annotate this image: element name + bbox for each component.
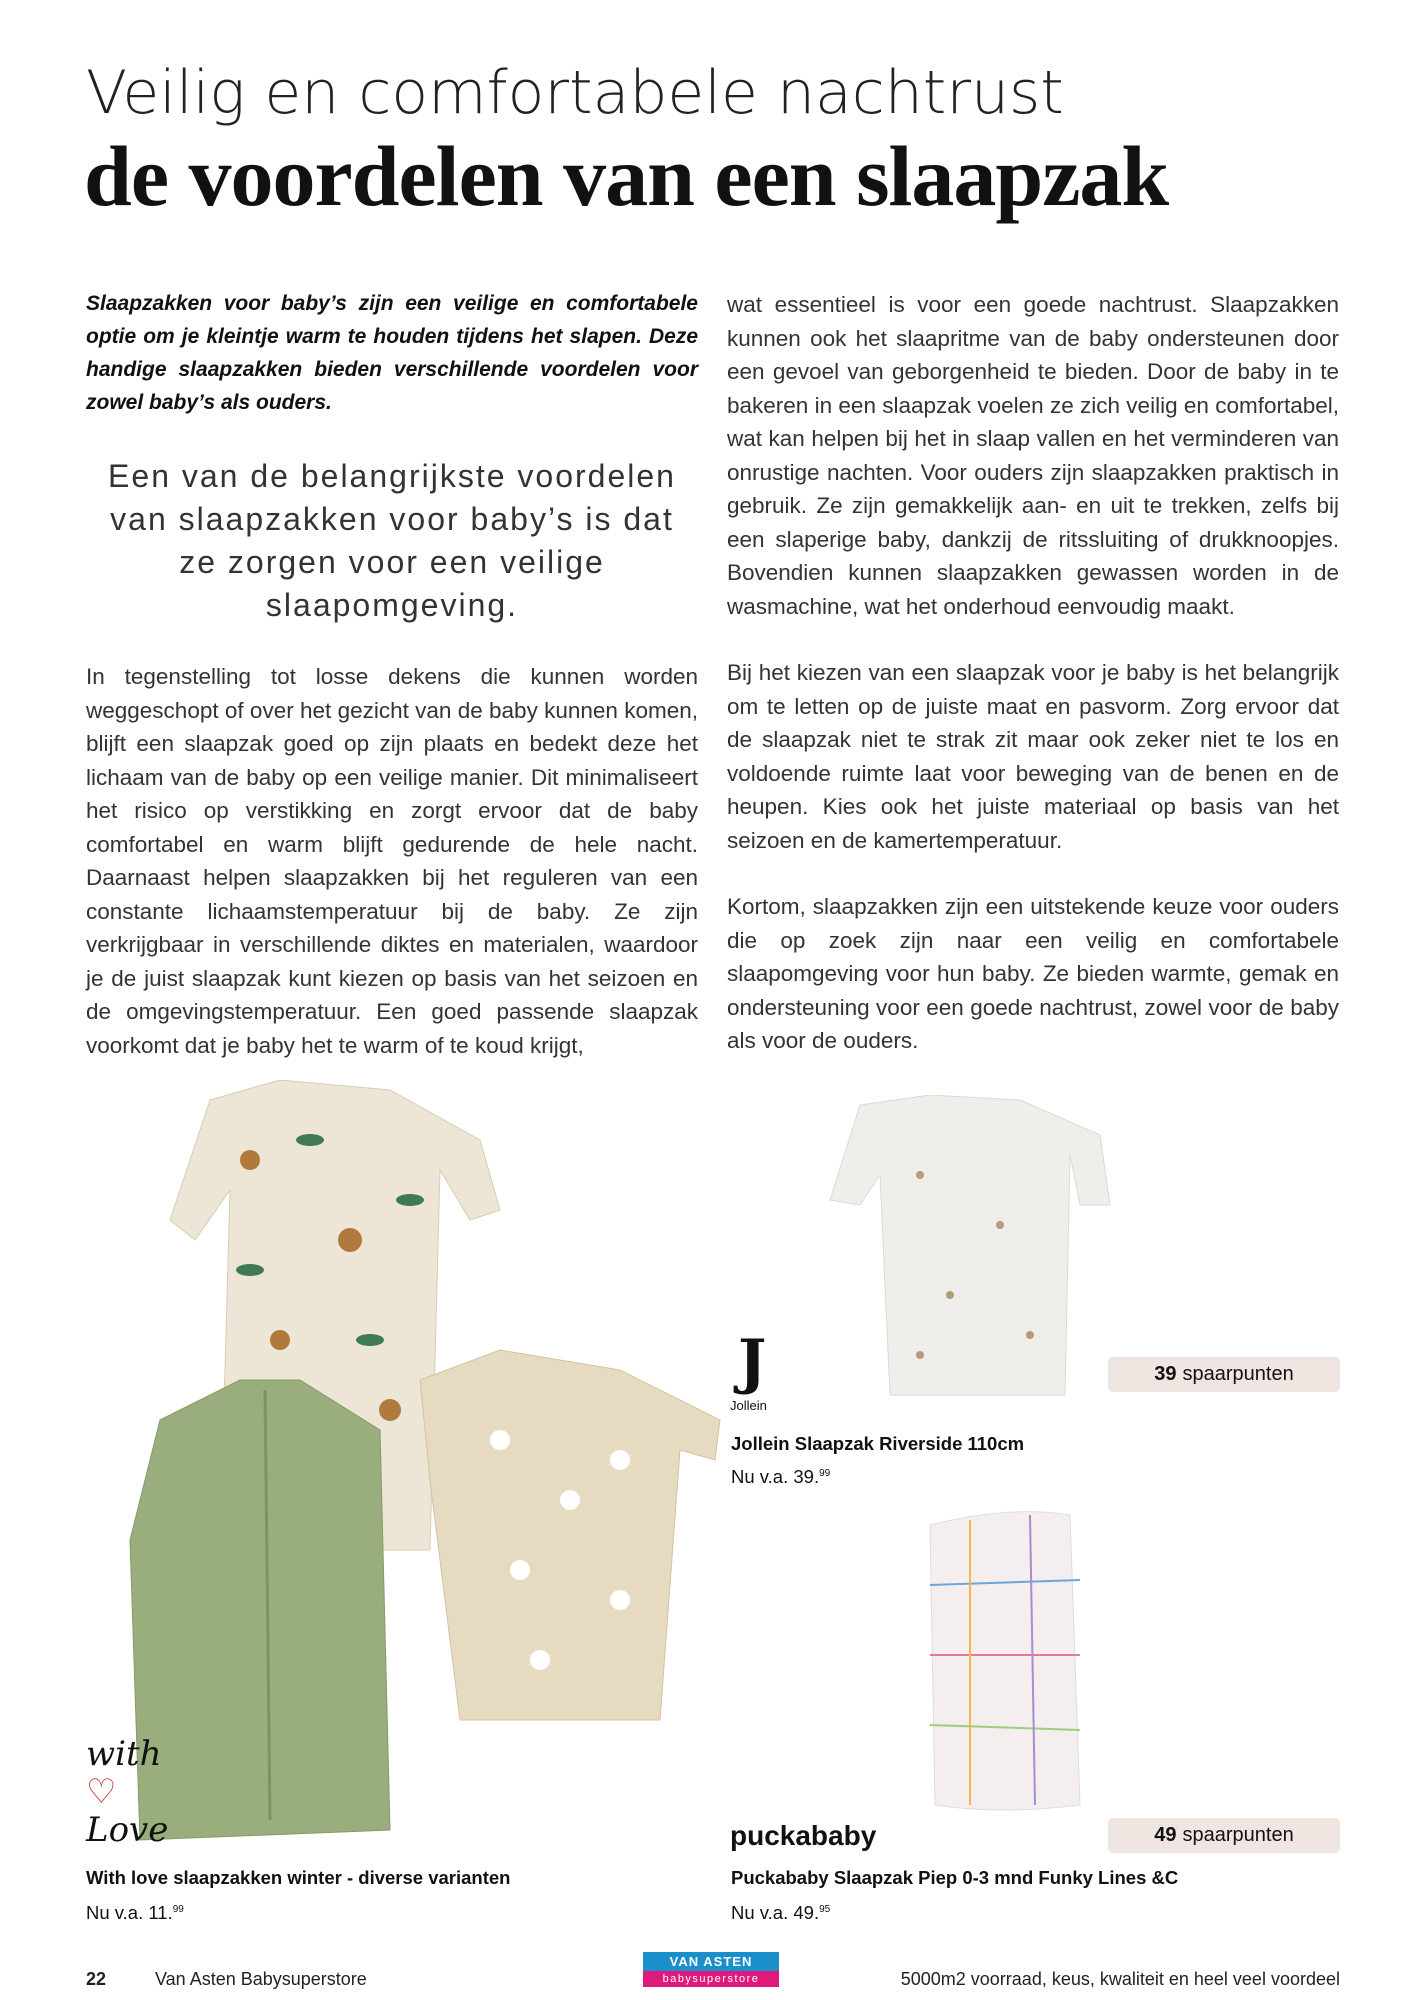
puckababy-sleepbag-image	[910, 1505, 1110, 1815]
product-name-with-love: With love slaapzakken winter - diverse varianten	[86, 1867, 511, 1888]
logo-top: VAN ASTEN	[643, 1952, 779, 1971]
jollein-sleepbag-image	[820, 1095, 1120, 1405]
price-main: Nu v.a. 11.	[86, 1902, 173, 1924]
left-column	[86, 287, 698, 1062]
page-title: de voordelen van een slaapzak	[84, 128, 1169, 224]
puckababy-logo: puckababy	[730, 1820, 877, 1851]
price-cents: 99	[172, 1904, 184, 1915]
page-number: 22	[86, 1969, 107, 1989]
points-value: 39	[1154, 1363, 1177, 1385]
product-price-with-love	[86, 1898, 184, 1925]
product-price-puckababy	[731, 1898, 830, 1925]
points-label: spaarpunten	[1182, 1363, 1294, 1385]
footer-store-name: Van Asten Babysuperstore	[155, 1969, 367, 1989]
pull-quote: Een van de belangrijkste voordelen van slaapzakken voor baby’s is dat ze zorgen voor een veilige slaapomgeving.	[108, 458, 676, 623]
price-cents: 99	[819, 1468, 831, 1479]
points-badge-puckababy	[1108, 1818, 1340, 1853]
points-value: 49	[1154, 1824, 1177, 1846]
points-badge-jollein	[1108, 1357, 1340, 1392]
body-right-2: Bij het kiezen van een slaapzak voor je baby is het belangrijk om te letten op de juiste maat en pasvorm. Zorg ervoor dat de slaapzak niet te strak zit maar ook zeker niet te los en voldoende ruimte laat voor beweging van de benen en de heupen. Kies ook het juiste materiaal op basis van het seizoen en de kamertemperatuur.	[727, 660, 1339, 853]
page-subtitle: Veilig en comfortabele nachtrust	[86, 58, 1064, 128]
price-main: Nu v.a. 49.	[731, 1902, 820, 1924]
jollein-logo-text: Jollein	[730, 1398, 767, 1413]
price-cents: 95	[819, 1904, 831, 1915]
with-love-logo: with ♡ Love	[86, 1734, 169, 1850]
body-left: In tegenstelling tot losse dekens die kunnen worden weggeschopt of over het gezicht van de baby kunnen komen, blijft een slaapzak goed op zijn plaats en bedekt deze het lichaam van de baby op een veilige manier. Dit minimaliseert het risico op verstikking en zorgt ervoor dat de baby comfortabel en warm blijft gedurende de hele nacht. Daarnaast helpen slaapzakken bij het reguleren van een constante lichaamstemperatuur bij de baby. Ze zijn verkrijgbaar in verschillende diktes en materialen, waardoor je de juist slaapzak kunt kiezen op basis van het seizoen en de omgevingstemperatuur. Een goed passende slaapzak voorkomt dat je baby het te warm of te koud krijgt,	[86, 664, 698, 1058]
price-main: Nu v.a. 39.	[731, 1466, 820, 1488]
right-column	[727, 288, 1339, 1058]
body-right-3: Kortom, slaapzakken zijn een uitstekende keuze voor ouders die op zoek zijn naar een veilig en comfortabele slaapomgeving voor hun baby. Ze bieden warmte, gemak en ondersteuning voor een goede nachtrust, zowel voor de baby als voor de ouders.	[727, 894, 1339, 1053]
product-name-puckababy: Puckababy Slaapzak Piep 0-3 mnd Funky Lines &C	[731, 1867, 1179, 1888]
with-love-sleepbags-image	[100, 1080, 740, 1860]
intro-paragraph: Slaapzakken voor baby’s zijn een veilige en comfortabele optie om je kleintje warm te houden tijdens het slapen. Deze handige slaapzakken bieden verschillende voordelen voor zowel baby’s als ouders.	[86, 292, 698, 414]
logo-bottom: babysuperstore	[643, 1971, 779, 1987]
jollein-logo: J	[738, 1327, 767, 1397]
van-asten-logo	[643, 1952, 779, 1987]
points-label: spaarpunten	[1182, 1824, 1294, 1846]
footer-tagline: 5000m2 voorraad, keus, kwaliteit en heel veel voordeel	[900, 1969, 1340, 1989]
product-name-jollein: Jollein Slaapzak Riverside 110cm	[731, 1433, 1025, 1454]
body-right-1: wat essentieel is voor een goede nachtrust. Slaapzakken kunnen ook het slaapritme van de baby ondersteunen door een gevoel van geborgenheid te bieden. Door de baby in te bakeren in een slaapzak voelen ze zich veilig en comfortabel, wat kan helpen bij het in slaap vallen en het verminderen van onrustige nachten. Voor ouders zijn slaapzakken praktisch in gebruik. Ze zijn gemakkelijk aan- en uit te trekken, zelfs bij een slaperige baby, dankzij de ritssluiting of drukknoopjes. Bovendien kunnen slaapzakken gewassen worden in de wasmachine, wat het onderhoud eenvoudig maakt.	[727, 292, 1339, 619]
product-price-jollein	[731, 1462, 830, 1489]
